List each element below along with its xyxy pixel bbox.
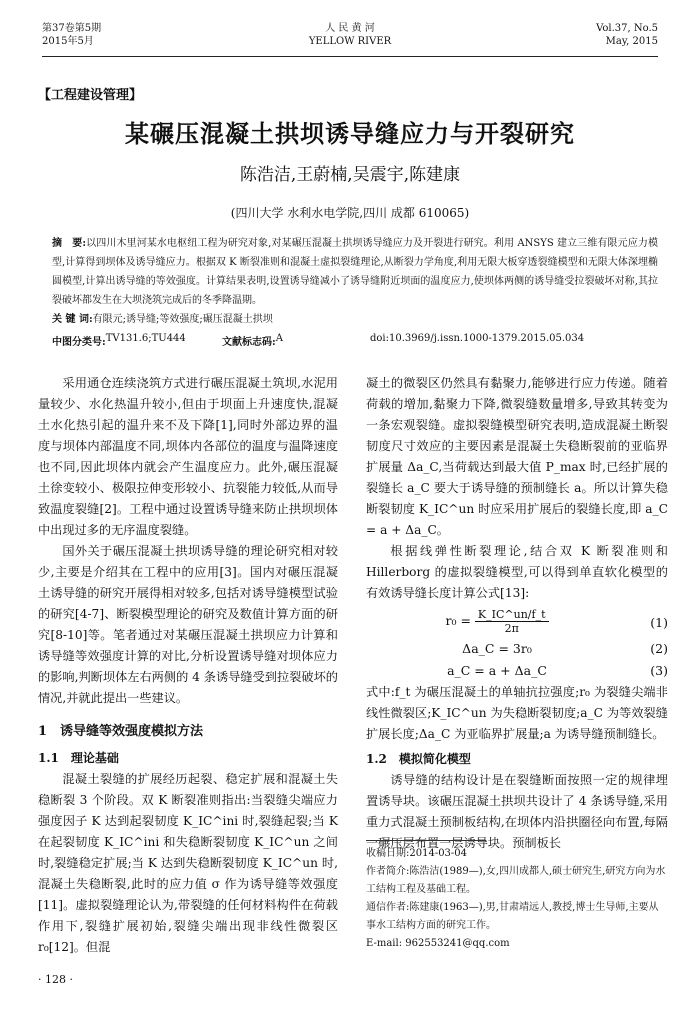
journal-name-en: YELLOW RIVER: [308, 36, 392, 47]
eq1-fraction: [475, 608, 549, 635]
eq1-number: (1): [650, 615, 668, 630]
eq3-body: a_C = a + Δa_C: [447, 663, 547, 678]
paragraph: 采用通仓连续浇筑方式进行碾压混凝土筑坝,水泥用量较少、水化热温升较小,但由于坝面上升速度快,混凝土水化热引起的温升来不及下降[1],同时外部边界的温度与坝体内部温度不同,坝体内各部位的温度与温降速度也不同,因此坝体内就会产生温度应力。此外,碾压混凝土徐变较小、极限拉伸变形较小、抗裂能力较低,从而导致温度裂缝[2]。工程中通过设置诱导缝来防止拱坝坝体中出现过多的无序温度裂缝。: [38, 376, 338, 537]
header-rule: [42, 56, 658, 57]
paragraph: 根据线弹性断裂理论,结合双 K 断裂准则和 Hillerborg 的虚拟裂缝模型,可以得到单直软化模型的有效诱导缝长度计算公式[13]:: [366, 544, 668, 600]
received-date: 收稿日期:2014-03-04: [366, 848, 468, 859]
eq3-number: (3): [650, 663, 668, 678]
doi: doi:10.3969/j.issn.1000-1379.2015.05.034: [370, 333, 585, 344]
paragraph: 式中:f_t 为碾压混凝土的单轴抗拉强度;r₀ 为裂缝尖端非线性微裂区;K_IC^un 为失稳断裂韧度;a_C 为等效裂缝扩展长度;Δa_C 为亚临界扩展量;a 为诱导缝预制缝长。: [366, 685, 668, 741]
paragraph: 国外关于碾压混凝土拱坝诱导缝的理论研究相对较少,主要是介绍其在工程中的应用[3]。国内对碾压混凝土诱导缝的研究开展得相对较多,包括对诱导缝模型试验的研究[4-7]、断裂模型理论的研究及数值计算方面的研究[8-10]等。笔者通过对某碾压混凝土拱坝应力计算和诱导缝等效强度计算的对比,分析设置诱导缝对坝体应力的影响,判断坝体左右两侧的 4 条诱导缝受到拉裂破坏的情况,并就此提出一些建议。: [38, 544, 338, 705]
footnote: [366, 840, 668, 953]
subsection-heading: 1.1 理论基础: [38, 751, 119, 765]
clc-value: TV131.6;TU444: [105, 333, 186, 344]
section-tag: 【工程建设管理】: [38, 88, 143, 103]
header-center: [309, 22, 391, 48]
classification-line: [52, 333, 658, 349]
header-left: [42, 22, 101, 48]
abstract-label: 摘 要:: [52, 238, 87, 249]
subsection-heading: 1.2 模拟简化模型: [366, 752, 471, 766]
header-volume-en: Vol.37, No.5: [596, 23, 658, 34]
page-number: · 128 ·: [38, 973, 73, 986]
abstract-text: 以四川木里河某水电枢纽工程为研究对象,对某碾压混凝土拱坝诱导缝应力及开裂进行研究。利用 ANSYS 建立三维有限元应力模型,计算得到坝体及诱导缝应力。根据双 K 断裂准则和混凝土虚拟裂缝理论,从断裂力学角度,利用无限大板穿透裂缝模型和无限大体深埋椭圆模型,计算出诱导缝的等效强度。计算结果表明,设置诱导缝减小了诱导缝附近坝面的温度应力,使坝体两侧的诱导缝受拉裂破坏对称,其拉裂破坏都发生在大坝浇筑完成后的冬季降温期。: [52, 238, 658, 306]
equation-3: [366, 660, 668, 682]
header-date-en: May, 2015: [605, 36, 658, 47]
eq2-body: Δa_C = 3r₀: [462, 641, 532, 656]
authors: 陈浩洁,王蔚楠,吴震宇,陈建康: [239, 165, 461, 185]
eq1-numerator: K_IC^un/f_t: [475, 608, 549, 622]
right-column: [366, 373, 668, 854]
left-column: [38, 373, 338, 958]
affiliation: (四川大学 水利水电学院,四川 成都 610065): [230, 206, 470, 220]
doc-value: A: [275, 333, 283, 344]
equation-2: [366, 638, 668, 660]
eq2-number: (2): [650, 641, 668, 656]
paragraph: 混凝土裂缝的扩展经历起裂、稳定扩展和混凝土失稳断裂 3 个阶段。双 K 断裂准则指出:当裂缝尖端应力强度因子 K 达到起裂韧度 K_IC^ini 时,裂缝起裂;当 K 在起裂韧度 K_IC^ini 和失稳断裂韧度 K_IC^un 之间时,裂缝稳定扩展;当 K 达到失稳断裂韧度 K_IC^un 时,混凝土失稳断裂,此时的应力值 σ 作为诱导缝等效强度[11]。虚拟裂缝理论认为,带裂缝的任何材料构件在荷载作用下,裂缝扩展初始,裂缝尖端出现非线性微裂区 r₀[12]。但混: [38, 772, 338, 954]
header-date: 2015年5月: [42, 36, 94, 47]
author-bio: 作者简介:陈浩洁(1989—),女,四川成都人,硕士研究生,研究方向为水工结构工程及基础工程。: [366, 866, 666, 895]
abstract: [52, 234, 658, 329]
paragraph: 凝土的微裂区仍然具有黏聚力,能够进行应力传递。随着荷载的增加,黏聚力下降,微裂缝数量增多,导致其转变为一条宏观裂缝。虚拟裂缝模型研究表明,造成混凝土断裂韧度尺寸效应的主要因素是混凝土失稳断裂前的亚临界扩展量 Δa_C,当荷载达到最大值 P_max 时,已经扩展的裂缝长 a_C 要大于诱导缝的预制缝长 a。所以计算失稳断裂韧度 K_IC^un 时应采用扩展后的裂缝长度,即 a_C = a + Δa_C。: [366, 376, 668, 537]
eq1-denominator: 2π: [504, 622, 519, 635]
header-right: [596, 22, 658, 48]
paragraph: 诱导缝的结构设计是在裂缝断面按照一定的规律埋置诱导块。该碾压混凝土拱坝共设计了 4 条诱导缝,采用重力式混凝土预制板结构,在坝体内沿拱圈径向布置,每隔一碾压层布置一层诱导块。预制板长: [366, 773, 668, 850]
keywords: 有限元;诱导缝;等效强度;碾压混凝土拱坝: [92, 314, 273, 325]
section-heading: 1 诱导缝等效强度模拟方法: [38, 724, 204, 739]
eq1-lhs: r₀ =: [445, 613, 471, 628]
corresponding-author: 通信作者:陈建康(1963—),男,甘肃靖远人,教授,博士生导师,主要从事水工结构方面的研究工作。: [366, 902, 659, 931]
journal-name-cn: 人 民 黄 河: [325, 23, 375, 34]
footnote-rule: [366, 840, 486, 841]
equation-1: [366, 604, 668, 638]
clc-label: 中图分类号:: [52, 337, 106, 348]
keywords-label: 关 键 词:: [52, 314, 93, 325]
doc-label: 文献标志码:: [222, 337, 276, 348]
header-volume: 第37卷第5期: [42, 23, 102, 34]
email: E-mail: 962553241@qq.com: [366, 938, 510, 949]
paper-title: 某碾压混凝土拱坝诱导缝应力与开裂研究: [125, 119, 575, 148]
